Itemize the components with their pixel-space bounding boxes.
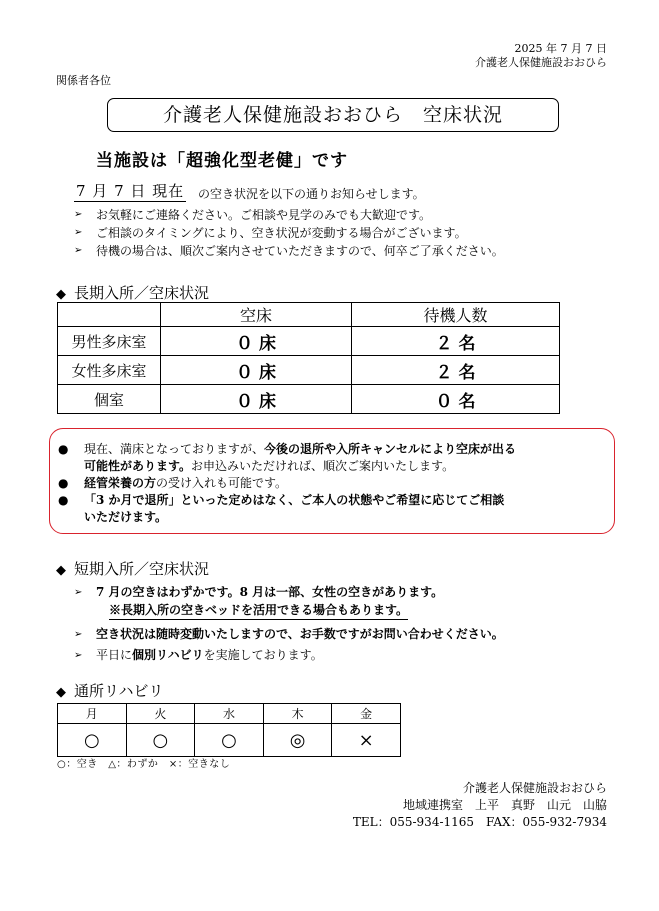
short-term-section-title: ◆ 短期入所／空床状況	[56, 560, 210, 578]
diamond-icon: ◆	[56, 685, 66, 700]
list-item: ● 現在、満床となっておりますが、今後の退所や入所キャンセルにより空床が出る	[58, 442, 517, 456]
availability-mark: ○	[195, 724, 264, 757]
day-label: 火	[126, 704, 195, 724]
table-row	[58, 356, 560, 385]
diamond-icon: ◆	[56, 287, 66, 302]
vacant-count: ０ 床	[161, 327, 352, 356]
page-title: 介護老人保健施設おおひら 空床状況	[107, 98, 559, 132]
header-vacant: 空床	[161, 303, 352, 327]
list-item: ➢ 平日に個別リハビリを実施しております。	[74, 645, 504, 666]
day-label: 木	[263, 704, 332, 724]
footer-organization: 介護老人保健施設おおひら	[462, 781, 607, 795]
arrow-bullet-icon: ➢	[74, 227, 83, 238]
room-type: 女性多床室	[58, 356, 161, 385]
waiting-count: ０ 名	[352, 385, 560, 414]
arrow-bullet-icon: ➢	[74, 245, 83, 256]
arrow-bullet-icon: ➢	[74, 629, 83, 640]
vacant-count: ０ 床	[161, 356, 352, 385]
waiting-count: ２ 名	[352, 327, 560, 356]
list-item: 可能性があります。お申込みいただければ、順次ご案内いたします。	[84, 459, 455, 473]
arrow-bullet-icon: ➢	[74, 587, 83, 598]
header-waiting: 待機人数	[352, 303, 560, 327]
day-label: 月	[58, 704, 127, 724]
rehab-section-title: ◆ 通所リハビリ	[56, 682, 164, 700]
short-term-list	[74, 582, 504, 666]
room-type: 男性多床室	[58, 327, 161, 356]
status-intro: の空き状況を以下の通りお知らせします。	[198, 187, 425, 201]
long-term-table	[57, 302, 560, 414]
notice-list	[58, 441, 516, 526]
dot-bullet-icon: ●	[58, 476, 69, 490]
header-organization: 介護老人保健施設おおひら	[475, 56, 607, 69]
arrow-bullet-icon: ➢	[74, 650, 83, 661]
subtitle: 当施設は「超強化型老健」です	[96, 151, 348, 171]
document-date: 2025 年 7 月 7 日	[514, 42, 607, 55]
intro-bullet-list	[74, 206, 504, 260]
list-item: ➢ ご相談のタイミングにより、空き状況が変動する場合がございます。	[74, 226, 467, 240]
vacant-count: ０ 床	[161, 385, 352, 414]
status-date: 7 月 7 日 現在	[76, 182, 185, 200]
day-label: 水	[195, 704, 264, 724]
rehab-legend: ○：空き △：わずか ×：空きなし	[57, 759, 231, 770]
list-item: ➢ 空き状況は随時変動いたしますので、お手数ですがお問い合わせください。	[74, 624, 504, 645]
table-header-empty	[58, 303, 161, 327]
availability-mark: ○	[58, 724, 127, 757]
footer-contact: TEL：055-934-1165 FAX：055-932-7934	[352, 815, 607, 829]
list-item: ➢ 7 月の空きはわずかです。8 月は一部、女性の空きがあります。	[74, 582, 504, 603]
short-term-note: ※長期入所の空きベッドを活用できる場合もあります。	[109, 601, 408, 620]
day-label: 金	[332, 704, 401, 724]
room-type: 個室	[58, 385, 161, 414]
availability-mark: ×	[332, 724, 401, 757]
recipients: 関係者各位	[56, 74, 111, 87]
long-term-section-title: ◆ 長期入所／空床状況	[56, 284, 210, 302]
footer	[353, 780, 607, 831]
table-row	[58, 385, 560, 414]
rehab-table	[57, 703, 401, 757]
table-header-row	[58, 704, 401, 724]
dot-bullet-icon: ●	[58, 442, 69, 456]
availability-mark: ◎	[263, 724, 332, 757]
table-row	[58, 327, 560, 356]
footer-staff: 地域連携室 上平 真野 山元 山脇	[402, 798, 607, 812]
list-item: いただけます。	[84, 510, 168, 524]
list-item: ● 経管栄養の方の受け入れも可能です。	[58, 476, 288, 490]
diamond-icon: ◆	[56, 563, 66, 578]
table-row	[58, 724, 401, 757]
arrow-bullet-icon: ➢	[74, 209, 83, 220]
list-item: ● 「3 か月で退所」といった定めはなく、ご本人の状態やご希望に応じてご相談	[58, 493, 505, 507]
list-item: ➢ 待機の場合は、順次ご案内させていただきますので、何卒ご了承ください。	[74, 244, 504, 258]
waiting-count: ２ 名	[352, 356, 560, 385]
date-block	[475, 42, 607, 70]
table-header-row	[58, 303, 560, 327]
list-item: ➢ お気軽にご連絡ください。ご相談や見学のみでも大歓迎です。	[74, 208, 432, 222]
dot-bullet-icon: ●	[58, 493, 69, 507]
availability-mark: ○	[126, 724, 195, 757]
